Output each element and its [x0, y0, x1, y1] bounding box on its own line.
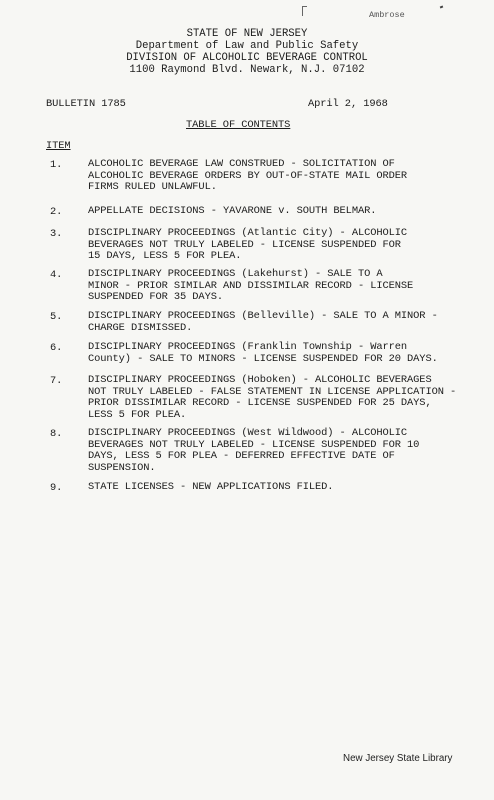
item-number: 4.: [50, 269, 63, 281]
bulletin-date: April 2, 1968: [308, 98, 388, 110]
item-number: 2.: [50, 206, 63, 218]
item-number: 1.: [50, 159, 63, 171]
item-text: DISCIPLINARY PROCEEDINGS (Lakehurst) - SALE TO A MINOR - PRIOR SIMILAR AND DISSIMILAR RECORD - LICENSE SUSPENDED FOR 35 DAYS.: [88, 268, 414, 304]
toc-item-9: [0, 481, 334, 530]
library-stamp: New Jersey State Library: [343, 753, 453, 764]
toc-item-4: [0, 268, 414, 317]
item-number: 3.: [50, 228, 63, 240]
bulletin-number: BULLETIN 1785: [46, 98, 126, 110]
letterhead-department: Department of Law and Public Safety: [135, 40, 359, 52]
letterhead: [0, 28, 494, 76]
corner-annotation: Ambrose: [369, 10, 405, 20]
margin-mark: [302, 6, 307, 16]
item-number: 7.: [50, 375, 63, 387]
letterhead-address: 1100 Raymond Blvd. Newark, N.J. 07102: [129, 64, 365, 76]
item-number: 8.: [50, 428, 63, 440]
item-column-heading: ITEM: [46, 140, 71, 152]
ink-speck: [440, 6, 444, 9]
item-text: ALCOHOLIC BEVERAGE LAW CONSTRUED - SOLICITATION OF ALCOHOLIC BEVERAGE ORDERS BY OUT-OF-STATE MAIL ORDER FIRMS RULED UNLAWFUL.: [88, 158, 408, 194]
letterhead-state: STATE OF NEW JERSEY: [186, 28, 308, 40]
item-text: DISCIPLINARY PROCEEDINGS (Atlantic City) - ALCOHOLIC BEVERAGES NOT TRULY LABELED - LICENSE SUSPENDED FOR 15 DAYS, LESS 5 FOR PLEA.: [88, 227, 408, 263]
item-number: 6.: [50, 342, 63, 354]
item-text: DISCIPLINARY PROCEEDINGS (West Wildwood) - ALCOHOLIC BEVERAGES NOT TRULY LABELED - LICENSE SUSPENDED FOR 10 DAYS, LESS 5 FOR PLEA - DEFERRED EFFECTIVE DATE OF SUSPENSION.: [88, 427, 420, 474]
toc-item-8: [0, 427, 420, 476]
item-number: 9.: [50, 482, 63, 494]
toc-item-1: [0, 158, 408, 207]
item-text: DISCIPLINARY PROCEEDINGS (Franklin Township - Warren County) - SALE TO MINORS - LICENSE SUSPENDED FOR 20 DAYS.: [88, 341, 438, 365]
item-text: STATE LICENSES - NEW APPLICATIONS FILED.: [88, 481, 334, 493]
table-of-contents-title: TABLE OF CONTENTS: [186, 119, 291, 131]
item-number: 5.: [50, 311, 63, 323]
item-text: DISCIPLINARY PROCEEDINGS (Hoboken) - ALCOHOLIC BEVERAGES NOT TRULY LABELED - FALSE STATEMENT IN LICENSE APPLICATION - PRIOR DISSIMILAR RECORD - LICENSE SUSPENDED FOR 25 DAYS, LESS 5 FOR PLEA.: [88, 374, 457, 421]
letterhead-division: DIVISION OF ALCOHOLIC BEVERAGE CONTROL: [126, 52, 368, 64]
toc-item-7: [0, 374, 457, 423]
item-text: DISCIPLINARY PROCEEDINGS (Belleville) - SALE TO A MINOR - CHARGE DISMISSED.: [88, 310, 438, 334]
item-text: APPELLATE DECISIONS - YAVARONE v. SOUTH BELMAR.: [88, 205, 377, 217]
